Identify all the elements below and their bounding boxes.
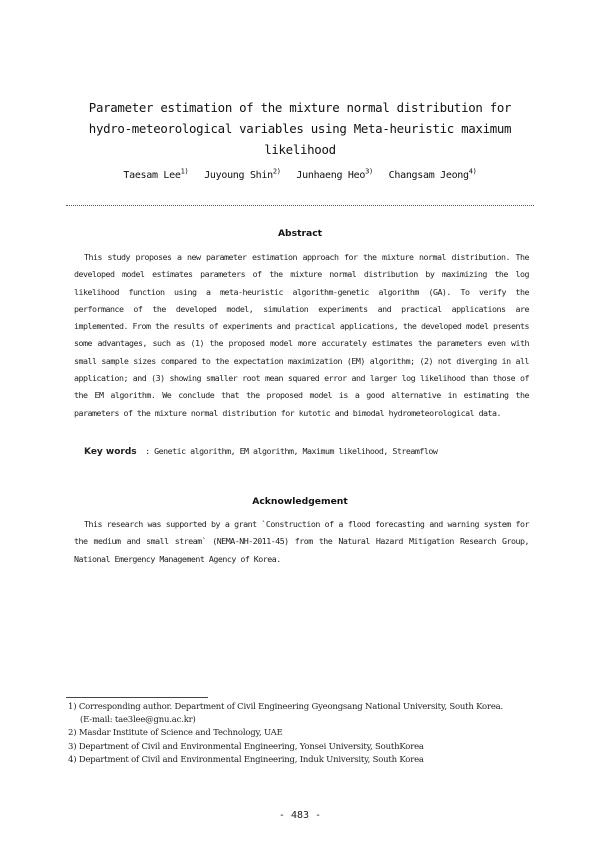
- paper-title: [60, 97, 540, 160]
- author-name: Taesam Lee: [123, 170, 181, 182]
- keywords-text: Genetic algorithm, EM algorithm, Maximum likelihood, Streamflow: [154, 446, 438, 456]
- author-mark: 4): [468, 168, 477, 176]
- acknowledgement-text: This research was supported by a grant `Construction of a flood forecasting and warning system for the medium and small stream` (NEMA-NH-2011-45) from the Natural Hazard Mitigation Research Group, National Emergency Management Agency of Korea.: [74, 519, 529, 564]
- footnote-4: 4) Department of Civil and Environmental Engineering, Induk University, South Korea: [68, 754, 424, 765]
- acknowledgement-heading: Acknowledgement: [252, 496, 348, 507]
- author-name: Changsam Jeong: [388, 170, 469, 182]
- author-mark: 2): [272, 168, 281, 176]
- footnotes: [68, 701, 538, 767]
- title-line-2: hydro-meteorological variables using Meta-heuristic maximum likelihood: [88, 121, 512, 157]
- author-name: Juyoung Shin: [204, 170, 273, 182]
- keywords-label: Key words: [84, 447, 137, 457]
- keywords-line: [84, 446, 437, 457]
- author-list: [60, 168, 540, 181]
- author-1: [123, 170, 188, 181]
- abstract-heading: Abstract: [277, 228, 323, 239]
- abstract-text: This study proposes a new parameter estimation approach for the mixture normal distribution. The developed model estimates parameters of the mixture normal distribution by maximizing the log likelihood function using a meta-heuristic algorithm-genetic algorithm (GA). To verify the performance of the developed model, simulation experiments and practical applications are implemented. From the results of experiments and practical applications, the developed model presents some advantages, such as (1) the proposed model more accurately estimates the parameters even with small sample sizes compared to the expectation maximization (EM) algorithm; (2) not diverging in all application; and (3) showing smaller root mean squared error and larger log likelihood than those of the EM algorithm. We conclude that the proposed model is a good alternative in estimating the parameters of the mixture normal distribution for kutotic and bimodal hydrometeorological data.: [74, 252, 529, 418]
- footnote-1: 1) Corresponding author. Department of Civil Engineering Gyeongsang National University, South Korea.: [68, 702, 504, 712]
- footnote-2: 2) Masdar Institute of Science and Technology, UAE: [68, 728, 283, 739]
- author-mark: 3): [365, 168, 373, 176]
- title-line-1: Parameter estimation of the mixture normal distribution for: [88, 100, 512, 115]
- author-3: [296, 170, 373, 181]
- author-mark: 1): [180, 168, 189, 176]
- author-name: Junhaeng Heo: [296, 170, 366, 182]
- author-4: [389, 170, 477, 181]
- page-number: - 483 -: [278, 810, 322, 821]
- footnote-rule: [66, 697, 208, 698]
- keywords-separator: :: [145, 446, 150, 456]
- footnote-3: 3) Department of Civil and Environmental Engineering, Yonsei University, SouthKorea: [68, 741, 424, 752]
- footnote-1-email: (E-mail: tae3lee@gnu.ac.kr): [80, 715, 196, 726]
- dotted-divider: [66, 205, 534, 206]
- author-2: [204, 170, 281, 181]
